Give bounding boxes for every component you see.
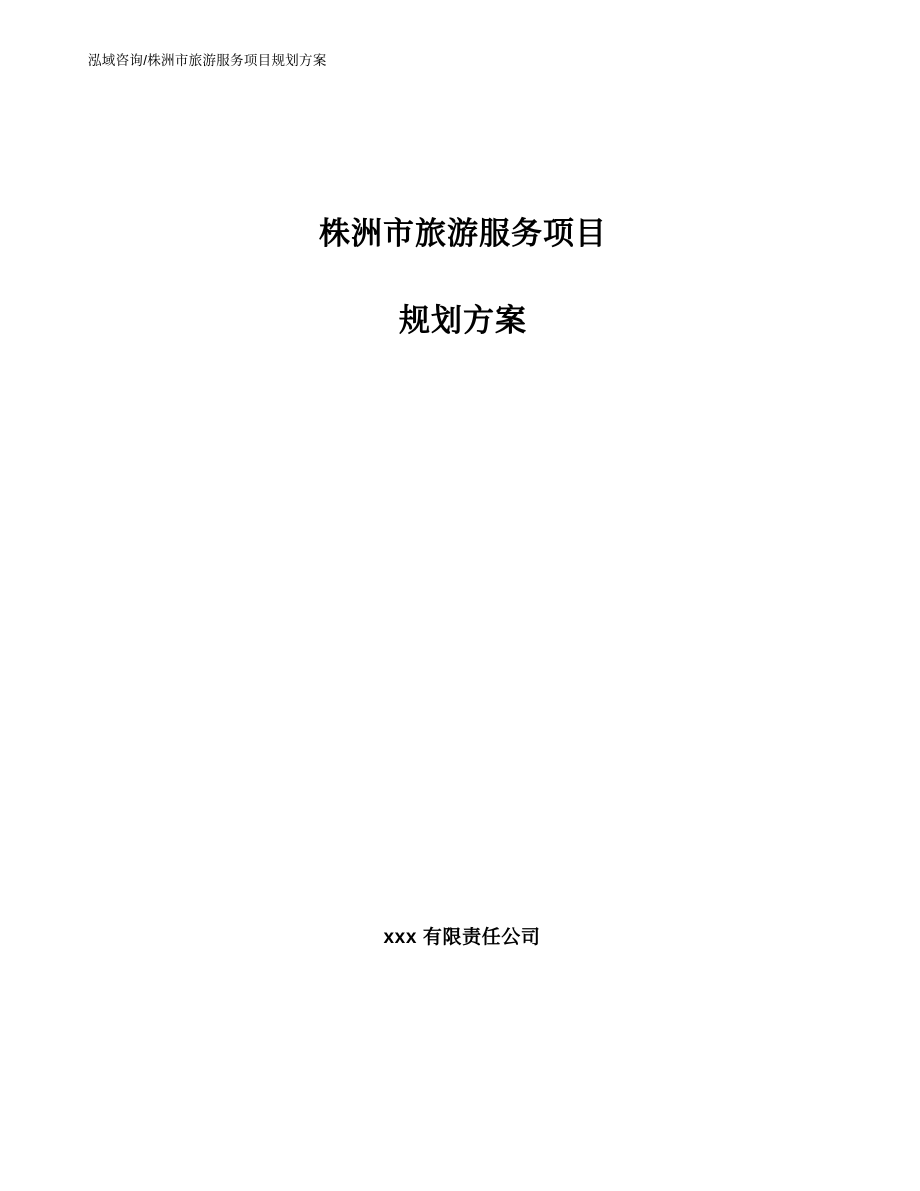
document-header-breadcrumb: 泓域咨询/株洲市旅游服务项目规划方案: [88, 53, 327, 68]
page-title-line-2: 规划方案: [399, 303, 527, 338]
page-title-line-1: 株洲市旅游服务项目: [319, 216, 607, 251]
company-name: xxx 有限责任公司: [383, 927, 541, 948]
cover-company-block: [0, 922, 920, 949]
cover-title-block: [0, 218, 920, 336]
